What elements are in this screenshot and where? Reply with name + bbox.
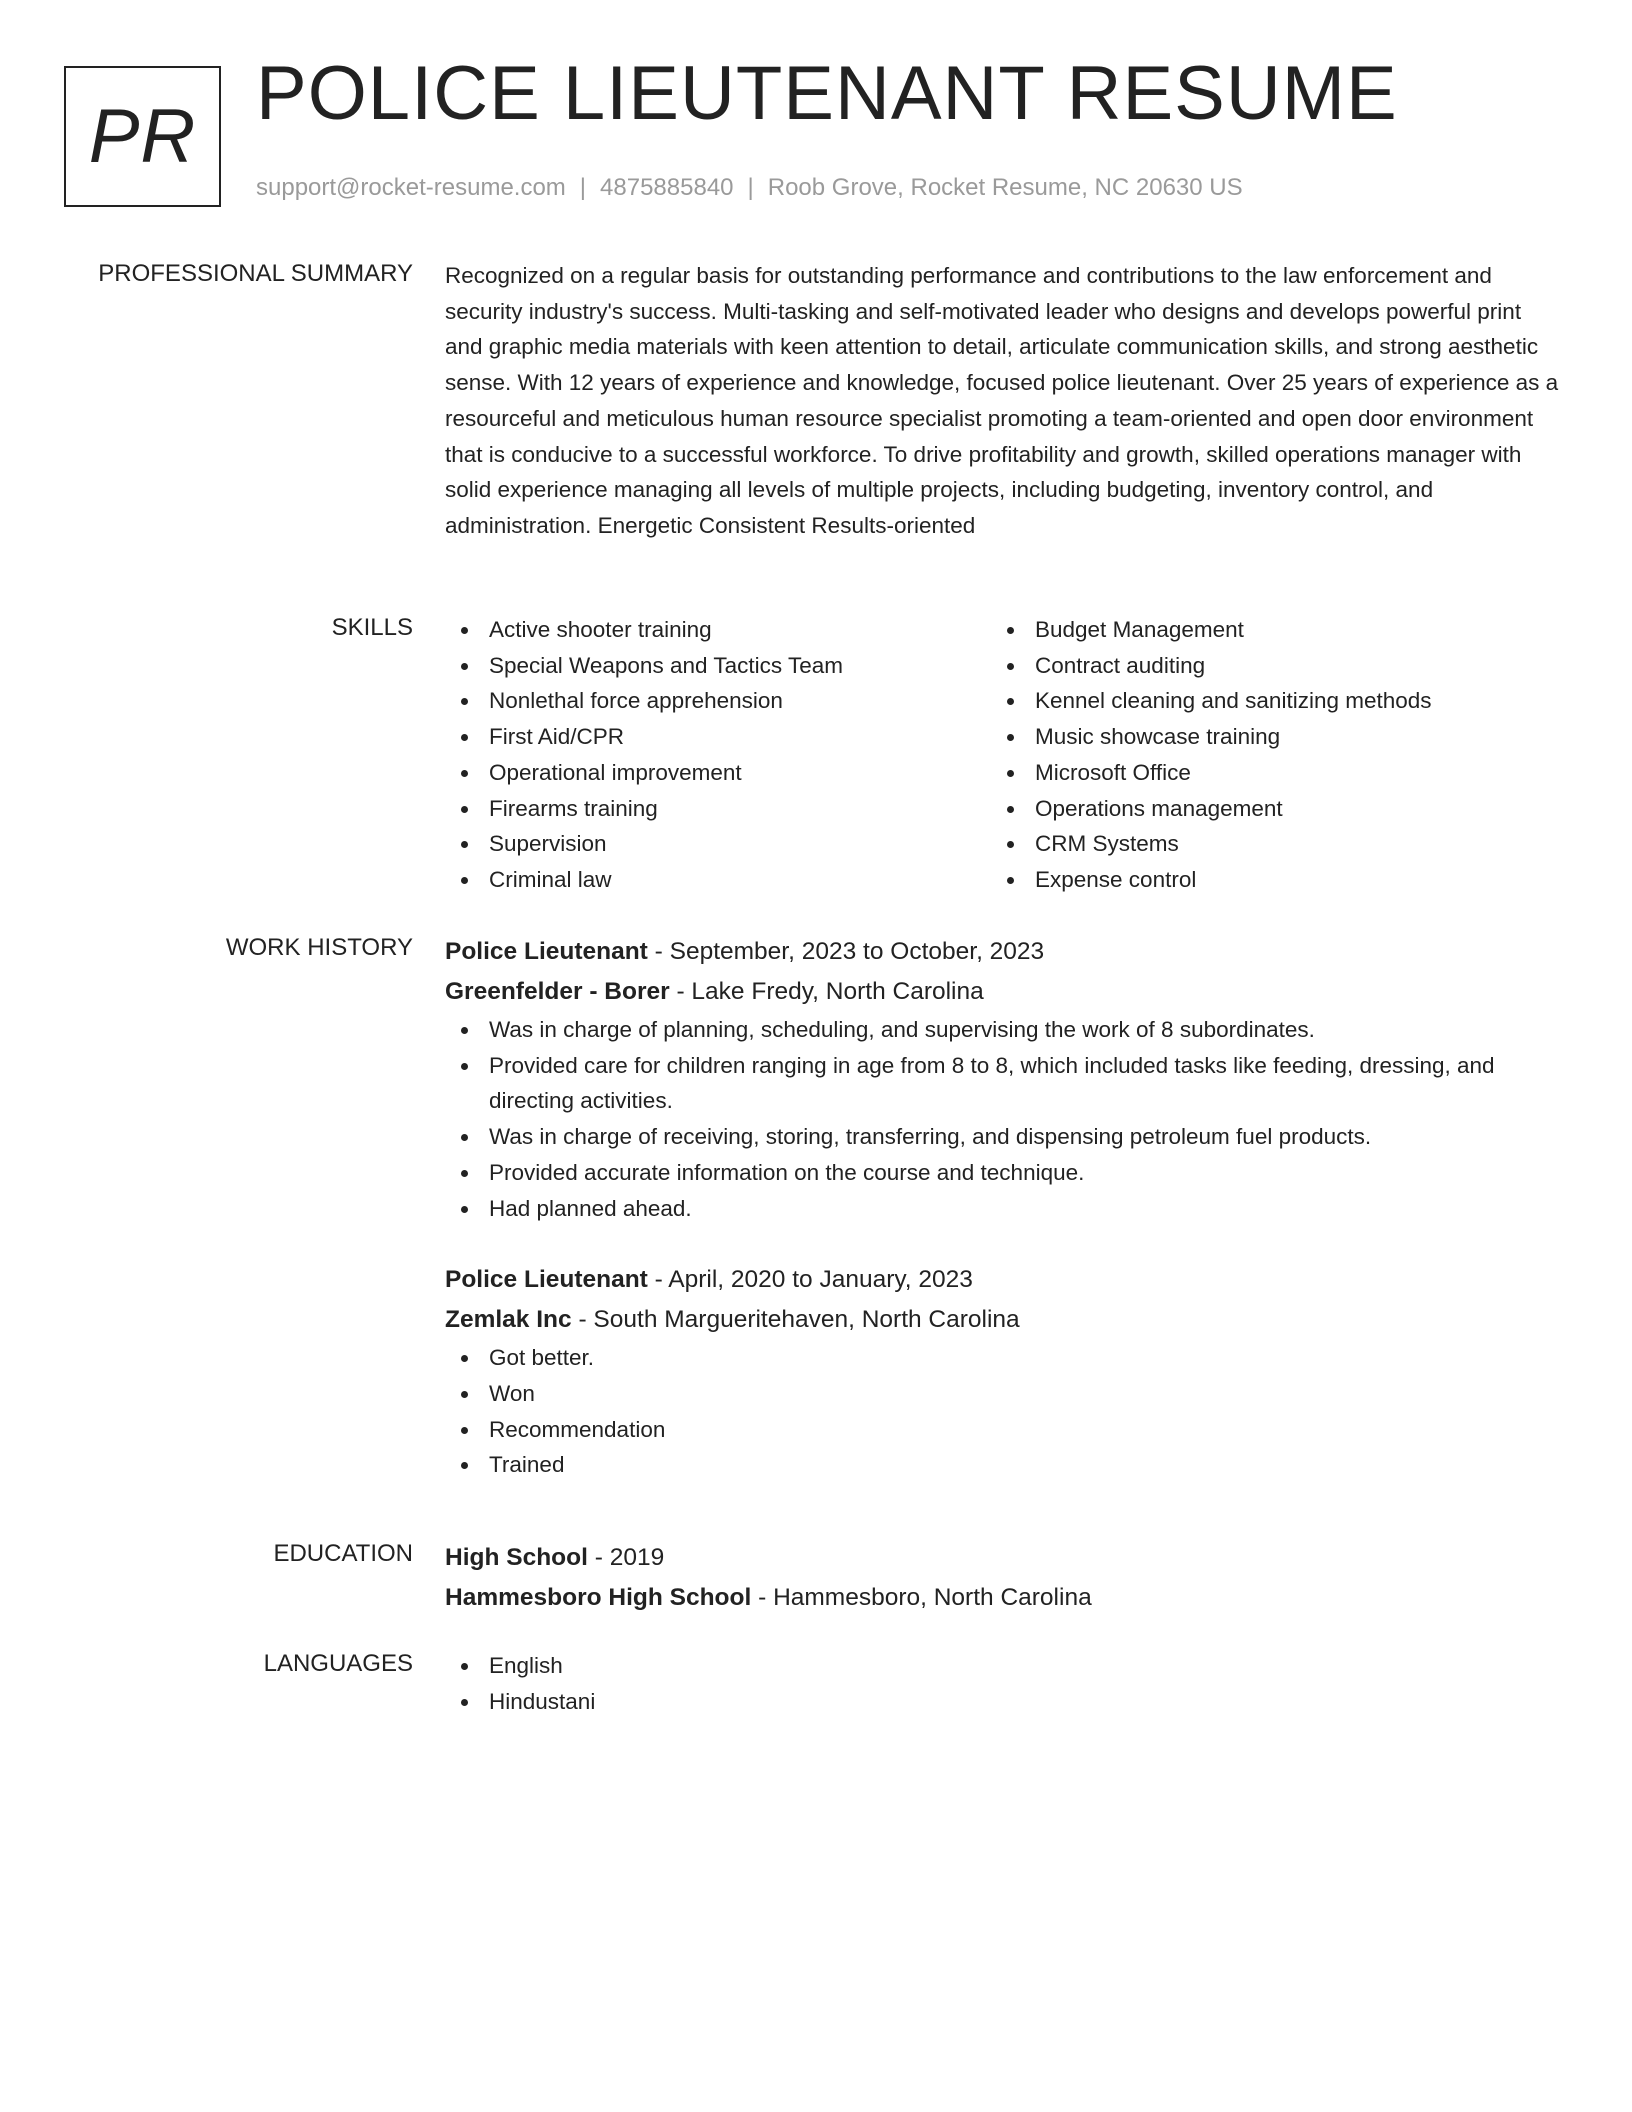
contact-line <box>256 176 1243 200</box>
skills-columns <box>445 612 1560 898</box>
list-item: Provided accurate information on the course and technique. <box>445 1155 1560 1191</box>
list-item: Microsoft Office <box>991 755 1537 791</box>
job-employer: Greenfelder - Borer <box>445 978 670 1005</box>
summary-text: Recognized on a regular basis for outstanding performance and contributions to the law enforcement and security industry's success. Multi-tasking and self-motivated leader who designs and develops powerful print and graphic media materials with keen attention to detail, articulate communication skills, and strong aesthetic sense. With 12 years of experience and knowledge, focused police lieutenant. Over 25 years of experience as a resourceful and meticulous human resource specialist promoting a team-oriented and open door environment that is conducive to a successful workforce. To drive profitability and growth, skilled operations manager with solid experience managing all levels of multiple projects, including budgeting, inventory control, and administration. Energetic Consistent Results-oriented <box>445 263 1559 538</box>
education-degree-line <box>445 1538 1560 1578</box>
list-item: Expense control <box>991 862 1537 898</box>
contact-phone: 4875885840 <box>600 174 734 201</box>
skills-list-right <box>991 612 1537 898</box>
list-item: Nonlethal force apprehension <box>445 683 991 719</box>
skills-body <box>445 612 1560 898</box>
section-label-work: WORK HISTORY <box>225 934 413 961</box>
section-label-languages: LANGUAGES <box>263 1650 413 1677</box>
list-item: Provided care for children ranging in age from 8 to 8, which included tasks like feeding, dressing, and directing activities. <box>445 1048 1560 1119</box>
job-title: Police Lieutenant <box>445 938 648 965</box>
job-entry <box>445 932 1560 1226</box>
job-title-line <box>445 1260 1560 1300</box>
list-item: Won <box>445 1376 1560 1412</box>
education-location: - Hammesboro, North Carolina <box>751 1584 1092 1611</box>
contact-address: Roob Grove, Rocket Resume, NC 20630 US <box>767 174 1243 201</box>
list-item: Had planned ahead. <box>445 1191 1560 1227</box>
skills-list-left <box>445 612 991 898</box>
monogram-box <box>64 66 221 207</box>
list-item: Music showcase training <box>991 719 1537 755</box>
list-item: First Aid/CPR <box>445 719 991 755</box>
job-bullets <box>445 1012 1560 1226</box>
job-dates: - April, 2020 to January, 2023 <box>647 1266 973 1294</box>
list-item: Trained <box>445 1447 1560 1483</box>
job-bullets <box>445 1340 1560 1483</box>
contact-email: support@rocket-resume.com <box>256 174 566 201</box>
list-item: Was in charge of planning, scheduling, and supervising the work of 8 subordinates. <box>445 1012 1560 1048</box>
monogram-initials: PR <box>88 94 197 179</box>
list-item: Contract auditing <box>991 648 1537 684</box>
summary-body <box>445 258 1560 544</box>
list-item: Recommendation <box>445 1412 1560 1448</box>
list-item: Supervision <box>445 826 991 862</box>
section-label-education: EDUCATION <box>273 1540 413 1567</box>
job-employer-line <box>445 972 1560 1012</box>
job-title-line <box>445 932 1560 972</box>
section-label-skills: SKILLS <box>331 614 413 641</box>
list-item: Operational improvement <box>445 755 991 791</box>
job-employer-line <box>445 1300 1560 1340</box>
list-item: Hindustani <box>445 1684 1560 1720</box>
job-entry <box>445 1260 1560 1483</box>
job-location: - Lake Fredy, North Carolina <box>669 978 984 1005</box>
contact-separator: | <box>579 174 587 201</box>
resume-title: POLICE LIEUTENANT RESUME <box>256 51 1398 136</box>
contact-separator: | <box>747 174 754 201</box>
job-title: Police Lieutenant <box>445 1266 648 1294</box>
languages-list <box>445 1648 1560 1719</box>
list-item: Kennel cleaning and sanitizing methods <box>991 683 1537 719</box>
list-item: Criminal law <box>445 862 991 898</box>
job-employer: Zemlak Inc <box>445 1306 572 1334</box>
list-item: Firearms training <box>445 791 991 827</box>
section-label-summary: PROFESSIONAL SUMMARY <box>98 260 413 287</box>
work-body <box>445 932 1560 1483</box>
education-school-line <box>445 1578 1560 1618</box>
languages-body <box>445 1648 1560 1719</box>
list-item: Got better. <box>445 1340 1560 1376</box>
education-body <box>445 1538 1560 1618</box>
list-item: Special Weapons and Tactics Team <box>445 648 991 684</box>
education-degree: High School <box>445 1544 588 1571</box>
list-item: Budget Management <box>991 612 1537 648</box>
job-location: - South Margueritehaven, North Carolina <box>571 1306 1020 1334</box>
education-year: - 2019 <box>587 1544 665 1571</box>
list-item: Active shooter training <box>445 612 991 648</box>
list-item: Operations management <box>991 791 1537 827</box>
job-dates: - September, 2023 to October, 2023 <box>647 938 1045 965</box>
education-school: Hammesboro High School <box>445 1584 752 1611</box>
list-item: CRM Systems <box>991 826 1537 862</box>
list-item: English <box>445 1648 1560 1684</box>
list-item: Was in charge of receiving, storing, transferring, and dispensing petroleum fuel products. <box>445 1119 1560 1155</box>
